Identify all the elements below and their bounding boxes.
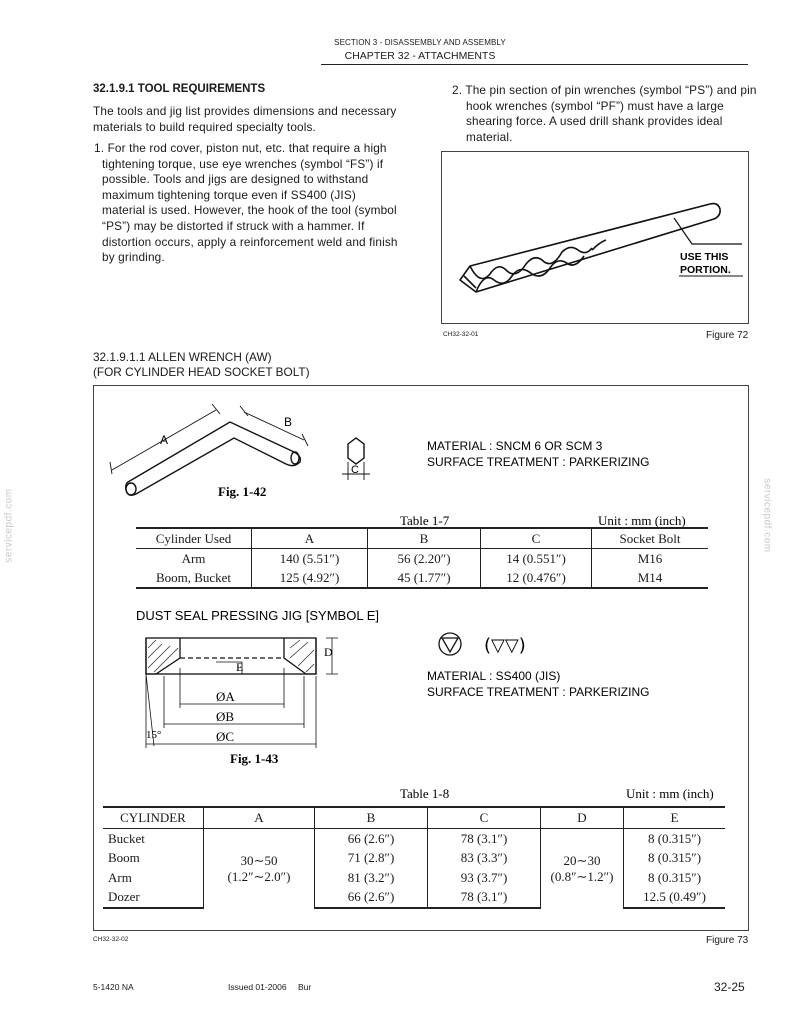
table-1-7: [136, 527, 708, 589]
intro-paragraph: The tools and jig list provides dimensions and necessary materials to build required specialty tools.: [93, 104, 397, 134]
jig-a-label: ØA: [216, 689, 235, 704]
finish-symbol-icon: [439, 633, 461, 655]
table-cell: 78 (3.1″): [428, 829, 541, 849]
table-row: [136, 549, 708, 569]
table-cell: M14: [592, 568, 709, 588]
surface-treatment-2: SURFACE TREATMENT : PARKERIZING: [427, 685, 650, 699]
table-cell: 78 (3.1″): [428, 888, 541, 909]
table-row: [103, 849, 725, 869]
table-cell: 12.5 (0.49″): [624, 888, 726, 909]
table-cell: 81 (3.2″): [315, 868, 428, 888]
figure-73-frame: [93, 385, 749, 931]
dim-b-label: B: [284, 415, 293, 429]
dim-a-label: A: [160, 433, 169, 447]
table-cell: 93 (3.7″): [428, 868, 541, 888]
table-cell: Boom: [108, 850, 140, 866]
table-1-7-header: C: [481, 528, 592, 549]
table-cell: Arm: [108, 869, 132, 885]
tool-requirements-heading: 32.1.9.1 TOOL REQUIREMENTS: [93, 83, 266, 95]
language-code: Bur: [298, 982, 312, 992]
table-cell: 125 (4.92″): [252, 568, 368, 588]
watermark-right: servicepdf.com: [761, 478, 773, 553]
table-1-8-header: A: [204, 807, 315, 829]
table-1-8-header: B: [315, 807, 428, 829]
d-range-inch: (0.8″∼1.2″): [550, 868, 614, 884]
table-cell-a-range: [204, 829, 315, 909]
jig-c-label: ØC: [216, 729, 235, 744]
table-row: [136, 568, 708, 588]
table-1-8-header: CYLINDER: [103, 807, 204, 829]
table-cell: 66 (2.6″): [315, 829, 428, 849]
figure-72-caption: Figure 72: [706, 330, 749, 341]
figure-72-frame: [441, 151, 749, 324]
jig-b-label: ØB: [216, 709, 235, 724]
table-1-7-unit: Unit : mm (inch): [598, 513, 686, 528]
table-cell: M16: [592, 549, 709, 569]
table-cell: 14 (0.551″): [481, 549, 592, 569]
fig-1-42-label: Fig. 1-42: [218, 484, 267, 499]
table-cell: 8 (0.315″): [624, 868, 726, 888]
table-row: [103, 868, 725, 888]
use-this-label-2: PORTION.: [680, 264, 731, 276]
header-rule: [321, 64, 748, 65]
issued-date: Issued 01-2006: [228, 982, 287, 992]
watermark-left: servicepdf.com: [3, 488, 15, 563]
list-item-1: 1. For the rod cover, piston nut, etc. that require a high tightening torque, use eye wrenches (symbol “FS”) if possible. Tools and jigs are designed to withstand maximum tightening torque even if SS400 (JIS) material is used. However, the hook of the tool (symbol “PS”) may be distorted if struck with a hammer. If distortion occurs, apply a reinforcement weld and finish by grinding.: [94, 141, 398, 265]
table-1-8-unit: Unit : mm (inch): [626, 786, 714, 801]
table-cell: 140 (5.51″): [252, 549, 368, 569]
a-range-mm: 30∼50: [240, 852, 278, 868]
table-1-8-header: E: [624, 807, 726, 829]
table-cell: 71 (2.8″): [315, 849, 428, 869]
section-header: SECTION 3 - DISASSEMBLY AND ASSEMBLY: [334, 38, 506, 47]
table-1-7-header: Socket Bolt: [592, 528, 709, 549]
dim-c-label: C: [351, 464, 359, 476]
material-1: MATERIAL : SNCM 6 OR SCM 3: [427, 439, 603, 453]
figure-73-caption: Figure 73: [706, 935, 749, 946]
table-1-7-header: B: [368, 528, 481, 549]
table-cell: 8 (0.315″): [624, 829, 726, 849]
table-cell: Boom, Bucket: [136, 568, 252, 588]
table-row: [103, 829, 725, 849]
d-range-mm: 20∼30: [563, 852, 601, 868]
jig-e-label: E: [236, 660, 244, 674]
table-1-8: [103, 806, 725, 909]
table-cell: 8 (0.315″): [624, 849, 726, 869]
table-cell: 56 (2.20″): [368, 549, 481, 569]
a-range-inch: (1.2″∼2.0″): [227, 868, 291, 884]
table-row: [103, 888, 725, 909]
table-cell: 45 (1.77″): [368, 568, 481, 588]
dust-seal-jig-title: DUST SEAL PRESSING JIG [SYMBOL E]: [136, 608, 379, 623]
surface-treatment-1: SURFACE TREATMENT : PARKERIZING: [427, 455, 650, 469]
table-cell: 12 (0.476″): [481, 568, 592, 588]
table-cell: Dozer: [103, 888, 204, 909]
drill-bit-drawing: [442, 152, 748, 323]
table-cell: 83 (3.3″): [428, 849, 541, 869]
doc-number: 5-1420 NA: [93, 982, 134, 992]
table-1-8-title: Table 1-8: [400, 786, 450, 801]
table-1-8-header: D: [541, 807, 624, 829]
table-cell: Bucket: [108, 830, 145, 846]
jig-d-label: D: [324, 645, 333, 659]
figure-73-code: CH32-32-02: [93, 936, 129, 943]
page-number: 32-25: [714, 980, 745, 994]
allen-wrench-subheading: (FOR CYLINDER HEAD SOCKET BOLT): [93, 365, 310, 379]
material-2: MATERIAL : SS400 (JIS): [427, 669, 561, 683]
table-cell: Arm: [181, 550, 206, 566]
allen-wrench-heading: 32.1.9.1.1 ALLEN WRENCH (AW): [93, 350, 272, 364]
table-1-7-title: Table 1-7: [400, 513, 450, 528]
use-this-label-1: USE THIS: [680, 251, 729, 263]
figure-72-code: CH32-32-01: [443, 331, 479, 338]
table-1-7-header: Cylinder Used: [136, 528, 252, 549]
table-cell-d-range: [541, 829, 624, 909]
jig-angle-label: 15°: [146, 729, 162, 741]
list-item-2: 2. The pin section of pin wrenches (symbol “PS”) and pin hook wrenches (symbol “PF”) must have a large shearing force. A used drill shank provides ideal material.: [452, 83, 757, 144]
table-cell: 66 (2.6″): [315, 888, 428, 909]
fig-1-43-label: Fig. 1-43: [230, 751, 279, 766]
table-1-8-header: C: [428, 807, 541, 829]
finish-marks: (▽▽): [484, 635, 526, 656]
chapter-header: CHAPTER 32 - ATTACHMENTS: [344, 50, 496, 62]
table-1-7-header: A: [252, 528, 368, 549]
